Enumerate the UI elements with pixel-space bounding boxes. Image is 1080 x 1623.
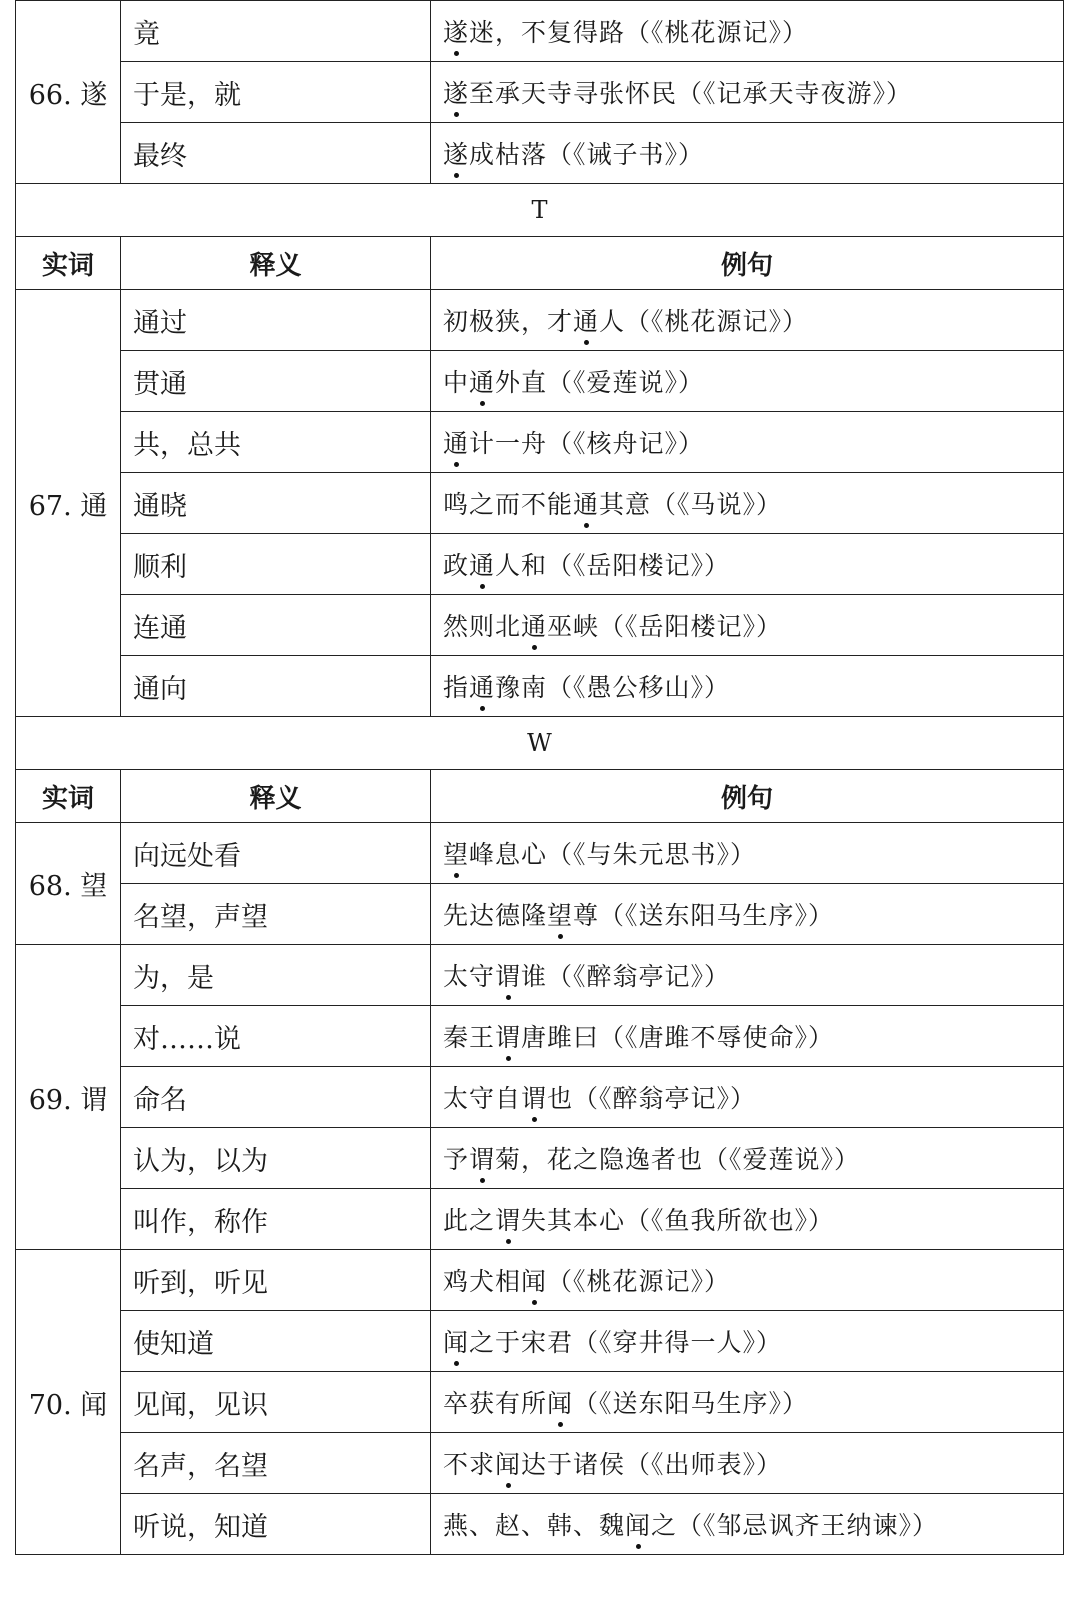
- example-post: 之（《邹忌讽齐王纳谏》）: [651, 1511, 939, 1540]
- definition-cell: 共，总共: [121, 412, 431, 473]
- example-post: 失其本心（《鱼我所欲也》）: [521, 1206, 835, 1235]
- emphasized-word: 通: [521, 607, 547, 643]
- example-cell: [431, 1067, 1064, 1128]
- table-row: [16, 823, 1064, 884]
- emphasized-word: 闻: [625, 1506, 651, 1542]
- example-post: （《桃花源记》）: [547, 1267, 731, 1296]
- example-cell: [431, 351, 1064, 412]
- header-example: 例句: [431, 770, 1064, 823]
- example-post: 人（《桃花源记》）: [599, 307, 809, 336]
- example-post: 菊，花之隐逸者也（《爱莲说》）: [495, 1145, 861, 1174]
- definition-cell: 为，是: [121, 945, 431, 1006]
- emphasized-word: 谓: [521, 1079, 547, 1115]
- example-pre: 不求: [443, 1450, 496, 1479]
- definition-cell: 命名: [121, 1067, 431, 1128]
- example-pre: 鸡犬相: [443, 1267, 522, 1296]
- example-post: 尊（《送东阳马生序》）: [573, 901, 835, 930]
- example-pre: 指: [443, 673, 470, 702]
- table-row: [16, 1067, 1064, 1128]
- emphasized-word: 闻: [521, 1262, 547, 1298]
- table-row: [16, 123, 1064, 184]
- table-row: [16, 290, 1064, 351]
- emphasized-word: 遂: [443, 13, 469, 49]
- headword: 68. 望: [16, 823, 121, 945]
- example-post: 巫峡（《岳阳楼记》）: [547, 612, 783, 641]
- example-cell: [431, 290, 1064, 351]
- headword: 67. 通: [16, 290, 121, 717]
- emphasized-word: 遂: [443, 135, 469, 171]
- header-word: 实词: [16, 237, 121, 290]
- example-cell: [431, 884, 1064, 945]
- table-row: [16, 1372, 1064, 1433]
- definition-cell: 最终: [121, 123, 431, 184]
- definition-cell: 对……说: [121, 1006, 431, 1067]
- header-example: 例句: [431, 237, 1064, 290]
- emphasized-word: 谓: [469, 1140, 495, 1176]
- example-cell: [431, 945, 1064, 1006]
- example-pre: 中: [443, 368, 470, 397]
- example-pre: 政: [443, 551, 470, 580]
- table-row: [16, 473, 1064, 534]
- table-row: [16, 945, 1064, 1006]
- example-cell: [431, 656, 1064, 717]
- definition-cell: 认为，以为: [121, 1128, 431, 1189]
- example-post: 成枯落（《诫子书》）: [469, 140, 705, 169]
- example-pre: 鸣之而不能: [443, 490, 574, 519]
- example-cell: [431, 595, 1064, 656]
- header-definition: 释义: [121, 237, 431, 290]
- emphasized-word: 通: [573, 302, 599, 338]
- header-word: 实词: [16, 770, 121, 823]
- emphasized-word: 望: [443, 835, 469, 871]
- example-post: （《送东阳马生序》）: [573, 1389, 809, 1418]
- emphasized-word: 通: [469, 363, 495, 399]
- example-post: 之于宋君（《穿井得一人》）: [469, 1328, 783, 1357]
- example-cell: [431, 1, 1064, 62]
- emphasized-word: 通: [443, 424, 469, 460]
- headword: 66. 遂: [16, 1, 121, 184]
- table-row: [16, 1250, 1064, 1311]
- definition-cell: 向远处看: [121, 823, 431, 884]
- vocabulary-table: [15, 0, 1064, 1555]
- definition-cell: 于是，就: [121, 62, 431, 123]
- example-pre: 秦王: [443, 1023, 496, 1052]
- example-post: 人和（《岳阳楼记》）: [495, 551, 731, 580]
- table-row: [16, 534, 1064, 595]
- emphasized-word: 通: [573, 485, 599, 521]
- example-pre: 卒获有所: [443, 1389, 548, 1418]
- example-pre: 太守自: [443, 1084, 522, 1113]
- example-cell: [431, 1433, 1064, 1494]
- section-letter: W: [16, 717, 1064, 770]
- emphasized-word: 通: [469, 668, 495, 704]
- example-post: 外直（《爱莲说》）: [495, 368, 705, 397]
- example-pre: 此之: [443, 1206, 496, 1235]
- table-row: [16, 595, 1064, 656]
- example-cell: [431, 1250, 1064, 1311]
- definition-cell: 见闻，见识: [121, 1372, 431, 1433]
- example-cell: [431, 62, 1064, 123]
- emphasized-word: 遂: [443, 74, 469, 110]
- definition-cell: 名望，声望: [121, 884, 431, 945]
- emphasized-word: 谓: [495, 1201, 521, 1237]
- example-cell: [431, 1189, 1064, 1250]
- example-pre: 然则北: [443, 612, 522, 641]
- definition-cell: 顺利: [121, 534, 431, 595]
- example-pre: 燕、赵、韩、魏: [443, 1511, 626, 1540]
- example-pre: 先达德隆: [443, 901, 548, 930]
- example-cell: [431, 1372, 1064, 1433]
- definition-cell: 听说，知道: [121, 1494, 431, 1555]
- table-row: [16, 62, 1064, 123]
- table-row: [16, 1189, 1064, 1250]
- letter-row: [16, 184, 1064, 237]
- example-post: 也（《醉翁亭记》）: [547, 1084, 757, 1113]
- definition-cell: 听到，听见: [121, 1250, 431, 1311]
- example-post: 计一舟（《核舟记》）: [469, 429, 705, 458]
- emphasized-word: 谓: [495, 1018, 521, 1054]
- example-cell: [431, 534, 1064, 595]
- example-post: 达于诸侯（《出师表》）: [521, 1450, 783, 1479]
- table-row: [16, 412, 1064, 473]
- example-cell: [431, 823, 1064, 884]
- table-row: [16, 1311, 1064, 1372]
- definition-cell: 连通: [121, 595, 431, 656]
- example-cell: [431, 1311, 1064, 1372]
- example-pre: 初极狭，才: [443, 307, 574, 336]
- emphasized-word: 通: [469, 546, 495, 582]
- table-row: [16, 351, 1064, 412]
- example-cell: [431, 1006, 1064, 1067]
- definition-cell: 通晓: [121, 473, 431, 534]
- section-letter: T: [16, 184, 1064, 237]
- example-pre: 太守: [443, 962, 496, 991]
- definition-cell: 通过: [121, 290, 431, 351]
- example-cell: [431, 412, 1064, 473]
- table-row: [16, 656, 1064, 717]
- table-row: [16, 1433, 1064, 1494]
- table-row: [16, 1128, 1064, 1189]
- definition-cell: 通向: [121, 656, 431, 717]
- header-row: [16, 770, 1064, 823]
- emphasized-word: 望: [547, 896, 573, 932]
- example-post: 至承天寺寻张怀民（《记承天寺夜游》）: [469, 79, 913, 108]
- headword: 70. 闻: [16, 1250, 121, 1555]
- emphasized-word: 闻: [495, 1445, 521, 1481]
- table-row: [16, 884, 1064, 945]
- example-cell: [431, 473, 1064, 534]
- header-definition: 释义: [121, 770, 431, 823]
- table-row: [16, 1, 1064, 62]
- example-post: 豫南（《愚公移山》）: [495, 673, 731, 702]
- letter-row: [16, 717, 1064, 770]
- definition-cell: 竟: [121, 1, 431, 62]
- example-cell: [431, 123, 1064, 184]
- example-post: 迷，不复得路（《桃花源记》）: [469, 18, 809, 47]
- example-post: 峰息心（《与朱元思书》）: [469, 840, 757, 869]
- header-row: [16, 237, 1064, 290]
- example-post: 其意（《马说》）: [599, 490, 783, 519]
- example-cell: [431, 1494, 1064, 1555]
- example-post: 谁（《醉翁亭记》）: [521, 962, 731, 991]
- table-row: [16, 1494, 1064, 1555]
- example-pre: 予: [443, 1145, 470, 1174]
- example-post: 唐雎曰（《唐雎不辱使命》）: [521, 1023, 835, 1052]
- example-cell: [431, 1128, 1064, 1189]
- table-row: [16, 1006, 1064, 1067]
- definition-cell: 名声，名望: [121, 1433, 431, 1494]
- definition-cell: 使知道: [121, 1311, 431, 1372]
- definition-cell: 叫作，称作: [121, 1189, 431, 1250]
- emphasized-word: 闻: [443, 1323, 469, 1359]
- definition-cell: 贯通: [121, 351, 431, 412]
- emphasized-word: 闻: [547, 1384, 573, 1420]
- headword: 69. 谓: [16, 945, 121, 1250]
- emphasized-word: 谓: [495, 957, 521, 993]
